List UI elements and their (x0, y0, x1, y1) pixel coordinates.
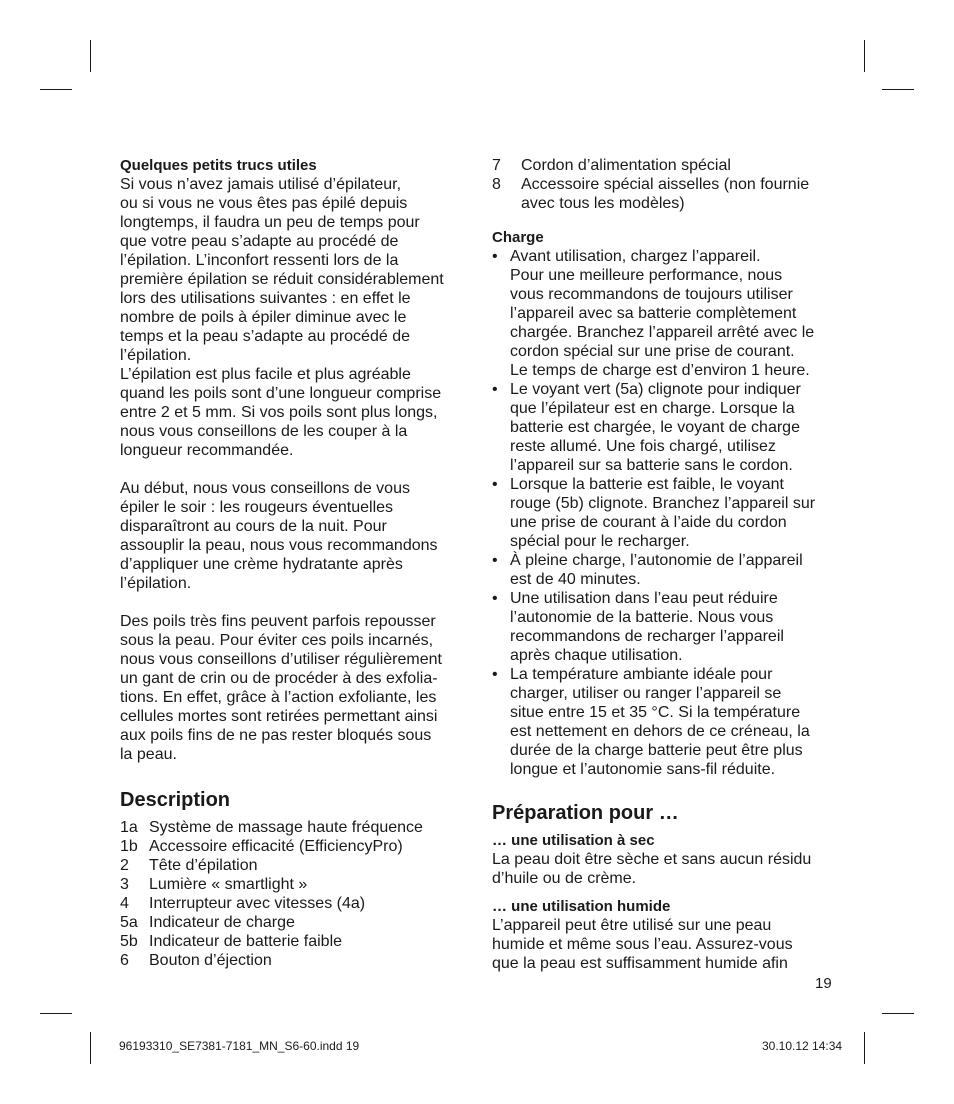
right-column (492, 156, 842, 973)
page-number: 19 (815, 975, 832, 992)
item-number: 1b (120, 838, 138, 855)
wet-use-text: L’appareil peut être utilisé sur une peau humide et même sous l’eau. Assurez-vous que la peau est suffisamment humide afin (492, 917, 793, 972)
description-item (120, 913, 470, 932)
description-item (120, 951, 470, 970)
item-text: Lumière « smartlight » (149, 876, 308, 893)
description-item (492, 175, 842, 213)
bullet-icon: • (492, 590, 498, 607)
charge-item-text: La température ambiante idéale pour charger, utiliser ou ranger l’appareil se situe entre 15 et 35 °C. Si la température est nettement en dehors de ce créneau, la durée de la charge batterie peut être plus longue et l’autonomie sans-fil réduite. (510, 666, 810, 778)
charge-item (492, 665, 842, 779)
bullet-icon: • (492, 552, 498, 569)
item-number: 8 (492, 176, 501, 193)
dry-use-heading: … une utilisation à sec (492, 832, 655, 849)
crop-mark-bottom-right-horizontal (882, 1013, 914, 1014)
crop-mark-bottom-left-horizontal (40, 1013, 72, 1014)
description-item (120, 894, 470, 913)
charge-item (492, 551, 842, 589)
crop-mark-top-left-horizontal (40, 89, 72, 90)
description-item (120, 856, 470, 875)
crop-mark-top-right-vertical (864, 40, 865, 72)
dry-use-text: La peau doit être sèche et sans aucun résidu d’huile ou de crème. (492, 851, 812, 887)
crop-mark-top-right-horizontal (882, 89, 914, 90)
description-list (120, 818, 470, 970)
item-text: Système de massage haute fréquence (149, 819, 423, 836)
charge-item-text: Le voyant vert (5a) clignote pour indiquer que l’épilateur est en charge. Lorsque la batterie est chargée, le voyant de charge reste allumé. Une fois chargé, utilisez l’appareil sur sa batterie sans le cordon. (510, 381, 801, 474)
tips-paragraph-1: Si vous n’avez jamais utilisé d’épilateur, ou si vous ne vous êtes pas épilé depuis longtemps, il faudra un peu de temps pour que votre peau s’adapte au procédé de l’épilation. L’inconfort ressenti lors de la première épilation se réduit considérablement lors des utilisations suivantes : en effet le nombre de poils à épiler diminue avec le temps et la peau s’adapte au procédé de l’épilation. L’épilation est plus facile et plus agréable quand les poils sont d’une longueur comprise entre 2 et 5 mm. Si vos poils sont plus longs, nous vous conseillons de les couper à la longueur recommandée. (120, 176, 444, 459)
tips-paragraph-3: Des poils très fins peuvent parfois repousser sous la peau. Pour éviter ces poils incarnés, nous vous conseillons d’utiliser régulièrement un gant de crin ou de procéder à des exfolia- tions. En effet, grâce à l’action exfoliante, les cellules mortes sont retirées permettant ainsi aux poils fins de ne pas rester bloqués sous la peau. (120, 613, 442, 763)
item-number: 4 (120, 895, 129, 912)
description-item (120, 837, 470, 856)
item-number: 6 (120, 952, 129, 969)
description-item (120, 818, 470, 837)
left-column (120, 156, 470, 970)
item-text: Indicateur de charge (149, 914, 295, 931)
tips-paragraph-2: Au début, nous vous conseillons de vous épiler le soir : les rougeurs éventuelles disparaîtront au cours de la nuit. Pour assouplir la peau, nous vous recommandons d’appliquer une crème hydratante après l’épilation. (120, 480, 438, 592)
item-text: Accessoire efficacité (EfficiencyPro) (149, 838, 403, 855)
wet-use-heading: … une utilisation humide (492, 898, 671, 915)
charge-item (492, 380, 842, 475)
bullet-icon: • (492, 381, 498, 398)
description-item (120, 875, 470, 894)
item-text: Indicateur de batterie faible (149, 933, 343, 950)
crop-mark-top-left-vertical (90, 40, 91, 72)
description-list-continued (492, 156, 842, 213)
item-text: Bouton d’éjection (149, 952, 272, 969)
bullet-icon: • (492, 666, 498, 683)
item-number: 3 (120, 876, 129, 893)
crop-mark-bottom-left-vertical (90, 1032, 91, 1064)
charge-item-text: Une utilisation dans l’eau peut réduire l’autonomie de la batterie. Nous vous recommandons de recharger l’appareil après chaque utilisation. (510, 590, 784, 664)
charge-item-text: À pleine charge, l’autonomie de l’appareil est de 40 minutes. (510, 552, 803, 588)
charge-item-text: Avant utilisation, chargez l’appareil. Pour une meilleure performance, nous vous recommandons de toujours utiliser l’appareil avec sa batterie complètement chargée. Branchez l’appareil arrêté avec le cordon spécial sur une prise de courant. Le temps de charge est d’environ 1 heure. (510, 248, 815, 379)
footer-date: 30.10.12 14:34 (762, 1039, 843, 1053)
description-heading: Description (120, 789, 231, 811)
bullet-icon: • (492, 248, 498, 265)
item-number: 5a (120, 914, 138, 931)
item-number: 1a (120, 819, 138, 836)
item-text: Tête d’épilation (149, 857, 258, 874)
tips-heading: Quelques petits trucs utiles (120, 157, 317, 174)
footer-filename: 96193310_SE7381-7181_MN_S6-60.indd 19 (119, 1039, 360, 1053)
charge-heading: Charge (492, 229, 544, 246)
charge-item-text: Lorsque la batterie est faible, le voyant rouge (5b) clignote. Branchez l’appareil sur une prise de courant à l’aide du cordon spécial pour le recharger. (510, 476, 816, 550)
charge-item (492, 247, 842, 380)
description-item (120, 932, 470, 951)
description-item (492, 156, 842, 175)
item-number: 5b (120, 933, 138, 950)
charge-list (492, 247, 842, 779)
item-number: 7 (492, 157, 501, 174)
item-text: Interrupteur avec vitesses (4a) (149, 895, 366, 912)
item-text: Accessoire spécial aisselles (non fournie avec tous les modèles) (521, 176, 810, 212)
item-text: Cordon d’alimentation spécial (521, 157, 731, 174)
bullet-icon: • (492, 476, 498, 493)
crop-mark-bottom-right-vertical (864, 1032, 865, 1064)
charge-item (492, 589, 842, 665)
preparation-heading: Préparation pour … (492, 802, 679, 824)
charge-item (492, 475, 842, 551)
item-number: 2 (120, 857, 129, 874)
